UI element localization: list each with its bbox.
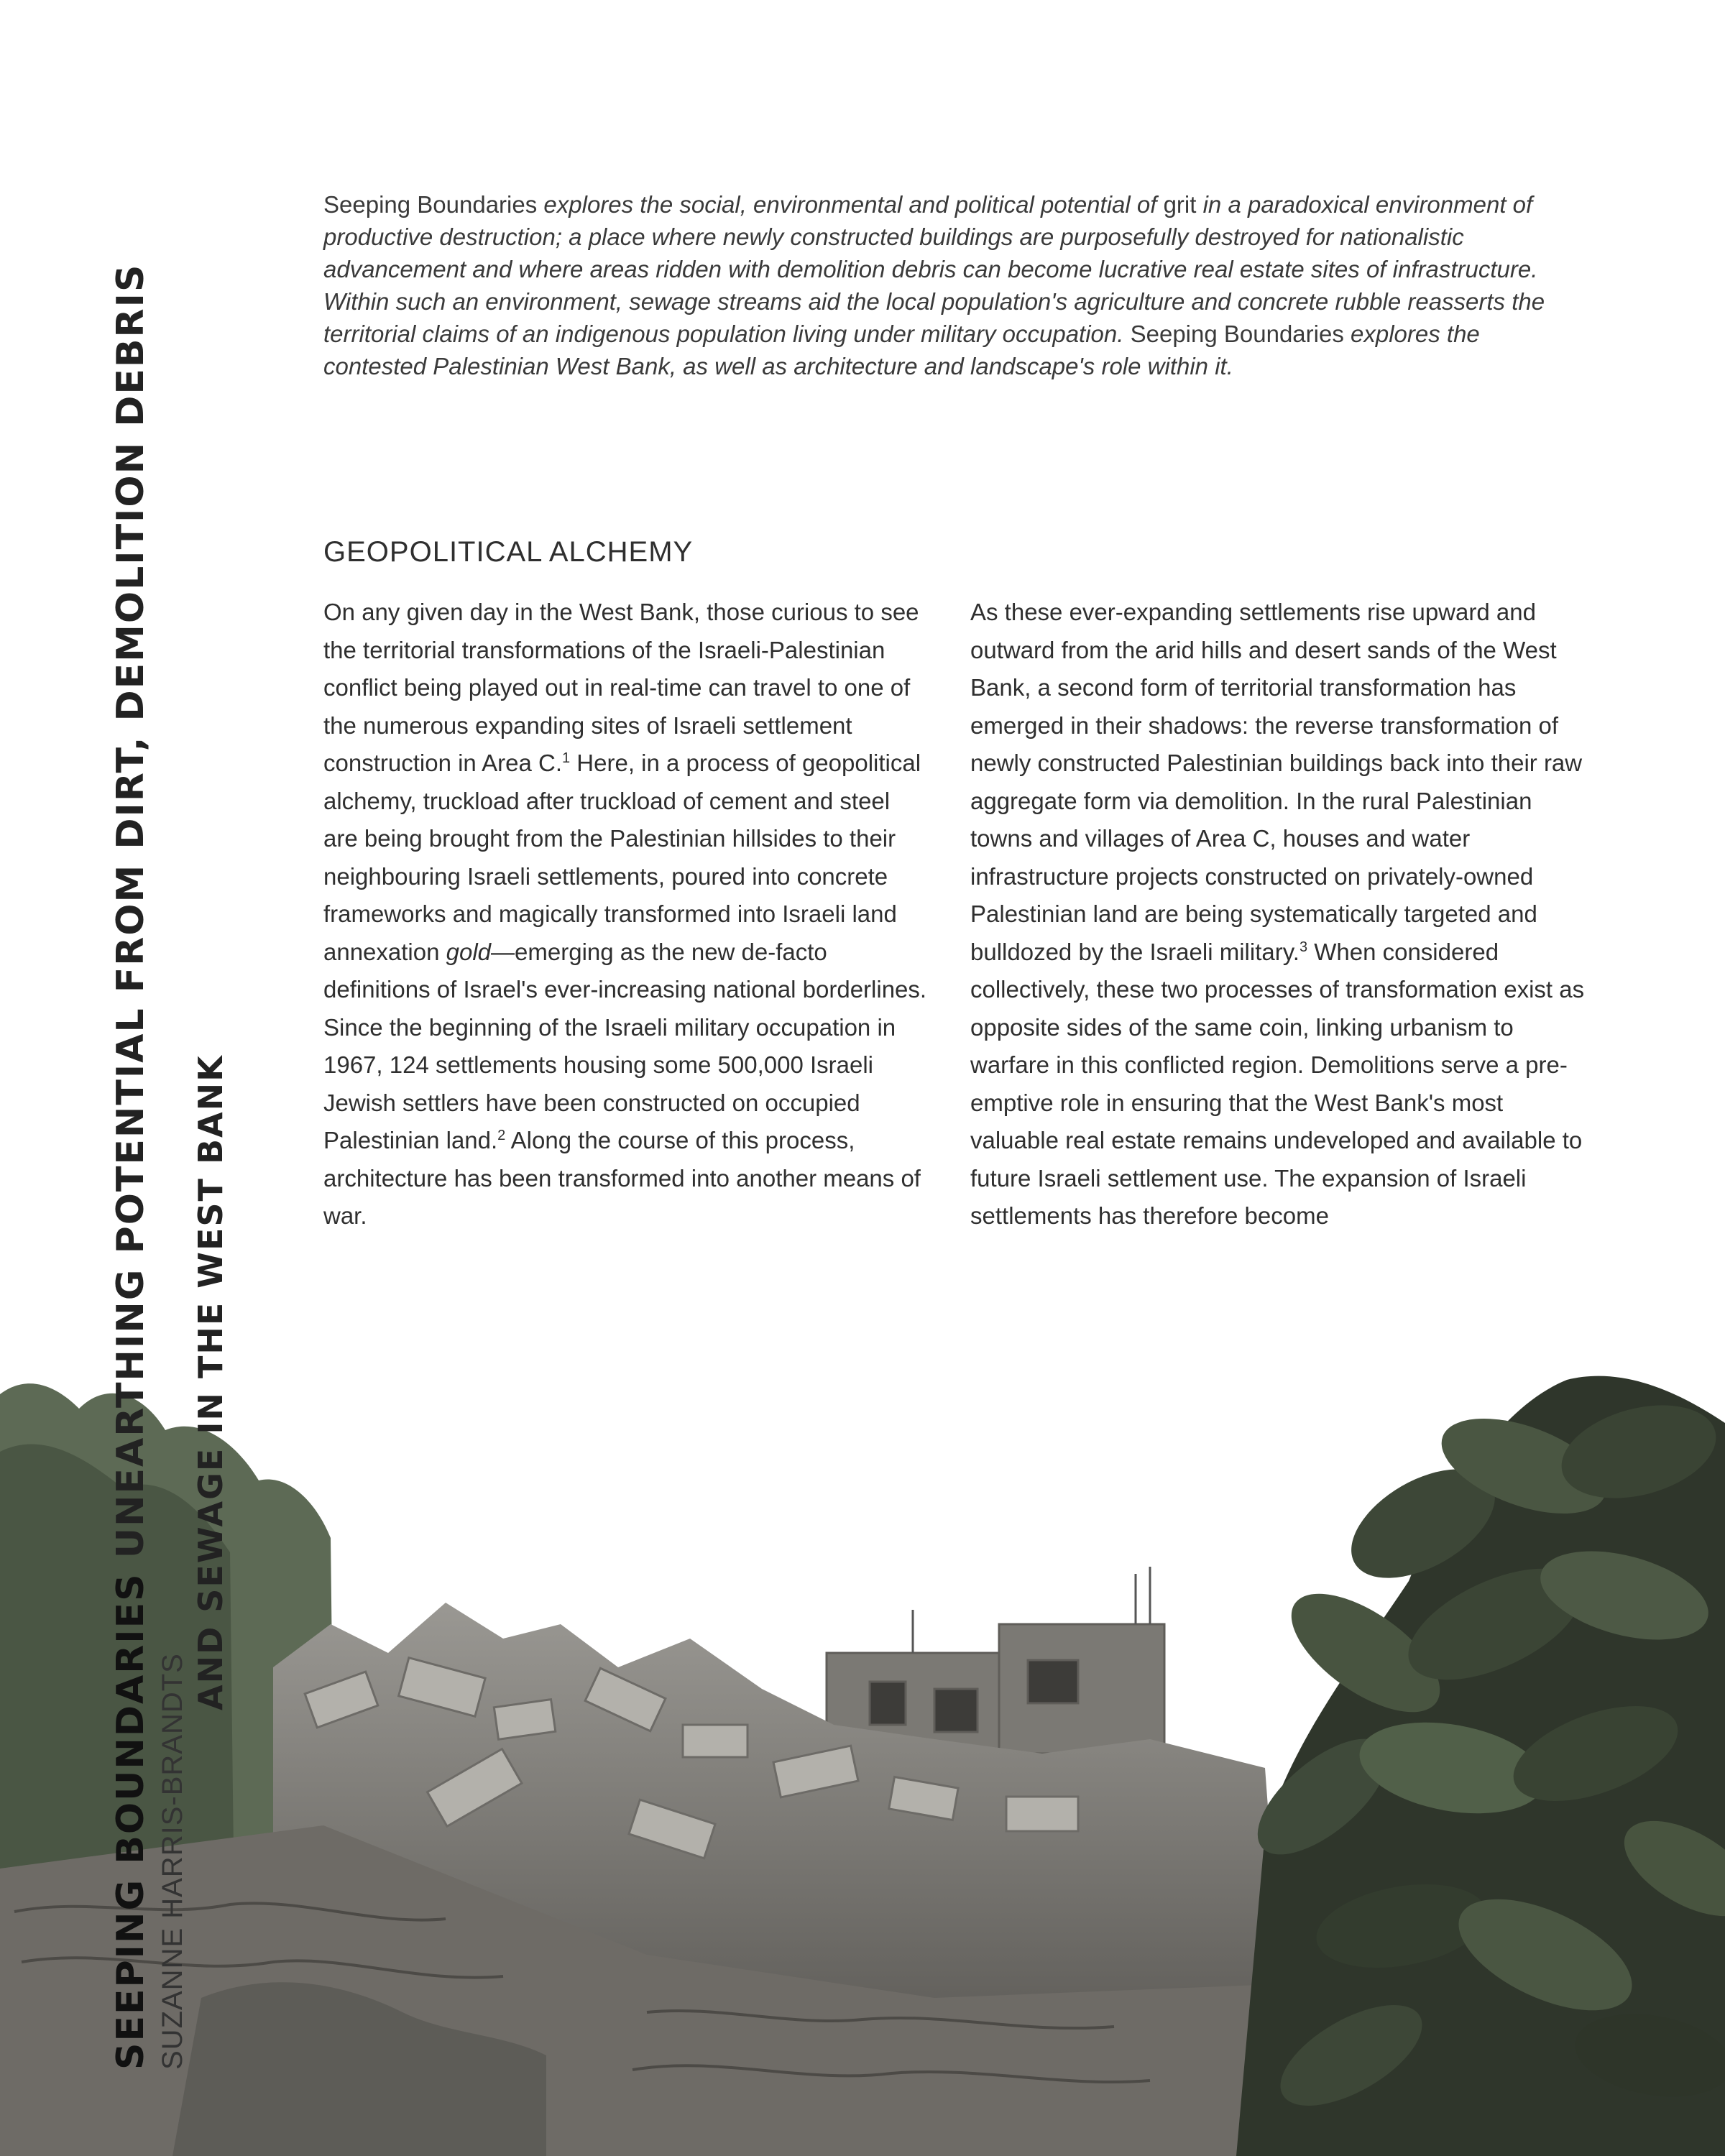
article-title-part-2: AND SEWAGE IN THE WEST BANK: [191, 1054, 230, 1710]
spine-title-line-1: [108, 264, 154, 2070]
right-tree-foliage: [1236, 1376, 1725, 2156]
paragraph-text: Here, in a process of geopolitical alchemy, truckload after truckload of cement and steel are being brought from the Palestinian hillsides to their neighbouring Israeli settlements, poured into concrete frameworks and magically transformed into Israeli land annexation: [323, 750, 921, 965]
abstract: [323, 188, 1560, 382]
series-title: SEEPING BOUNDARIES: [109, 1572, 152, 2070]
paragraph-text: As these ever-expanding settlements rise upward and outward from the arid hills and desert sands of the West Bank, a second form of territorial transformation has emerged in their shadows: the reverse transformation of newly constructed Palestinian buildings back into their raw aggregate form via demolition. In the rural Palestinian towns and villages of Area C, houses and water infrastructure projects constructed on privately-owned Palestinian land are being systematically targeted and bulldozed by the Israeli military.: [970, 599, 1583, 965]
footnote-ref[interactable]: 1: [562, 750, 571, 766]
demolition-landscape-photo: [0, 1365, 1725, 2156]
abstract-text: explores the social, environmental and political potential of: [537, 191, 1164, 218]
section-heading: GEOPOLITICAL ALCHEMY: [323, 536, 694, 568]
footnote-ref[interactable]: 2: [497, 1128, 506, 1143]
right-column: [970, 594, 1588, 1235]
paragraph-text: On any given day in the West Bank, those curious to see the territorial transformations of the Israeli-Palestinian conflict being played out in real-time can travel to one of the numerous expanding sites of Israeli settlement construction in Area C.: [323, 599, 919, 776]
footnote-ref[interactable]: 3: [1299, 939, 1308, 955]
abstract-keyword: grit: [1163, 191, 1197, 218]
abstract-text: in a paradoxical environment of productive destruction; a place where newly constructed buildings are purposefully destroyed for nationalistic advancement and where areas ridden with demolition debris can become lucrative real estate sites of infrastructure. Within such an environment, sewage streams aid the local population's agriculture and concrete rubble reasserts the territorial claims of an indigenous population living under military occupation.: [323, 191, 1545, 347]
abstract-title: Seeping Boundaries: [323, 191, 538, 218]
article-title-part-1: UNEARTHING POTENTIAL FROM DIRT, DEMOLITION DEBRIS: [109, 263, 152, 1559]
paragraph-text: When considered collectively, these two processes of transformation exist as opposite sides of the same coin, linking urbanism to warfare in this conflicted region. Demolitions serve a pre-emptive role in ensuring that the West Bank's most valuable real estate remains undeveloped and available to future Israeli settlement use. The expansion of Israeli settlements has therefore become: [970, 938, 1585, 1229]
abstract-title: Seeping Boundaries: [1130, 321, 1344, 347]
paragraph-text: —emerging as the new de-facto definitions of Israel's ever-increasing national borderlines. Since the beginning of the Israeli military occupation in 1967, 124 settlements housing some 500,000 Israeli Jewish settlers have been constructed on occupied Palestinian land.: [323, 938, 927, 1153]
paragraph-text: Along the course of this process, architecture has been transformed into another means of war.: [323, 1127, 921, 1229]
emphasis-word: gold: [446, 938, 492, 965]
abstract-text: explores the contested Palestinian West Bank, as well as architecture and landscape's role within it.: [323, 321, 1480, 379]
spine-title-block: [108, 264, 230, 2070]
left-column: [323, 594, 927, 1235]
author-name: SUZANNE HARRIS-BRANDTS: [157, 1653, 188, 2070]
building-ruin: [827, 1567, 1164, 1754]
